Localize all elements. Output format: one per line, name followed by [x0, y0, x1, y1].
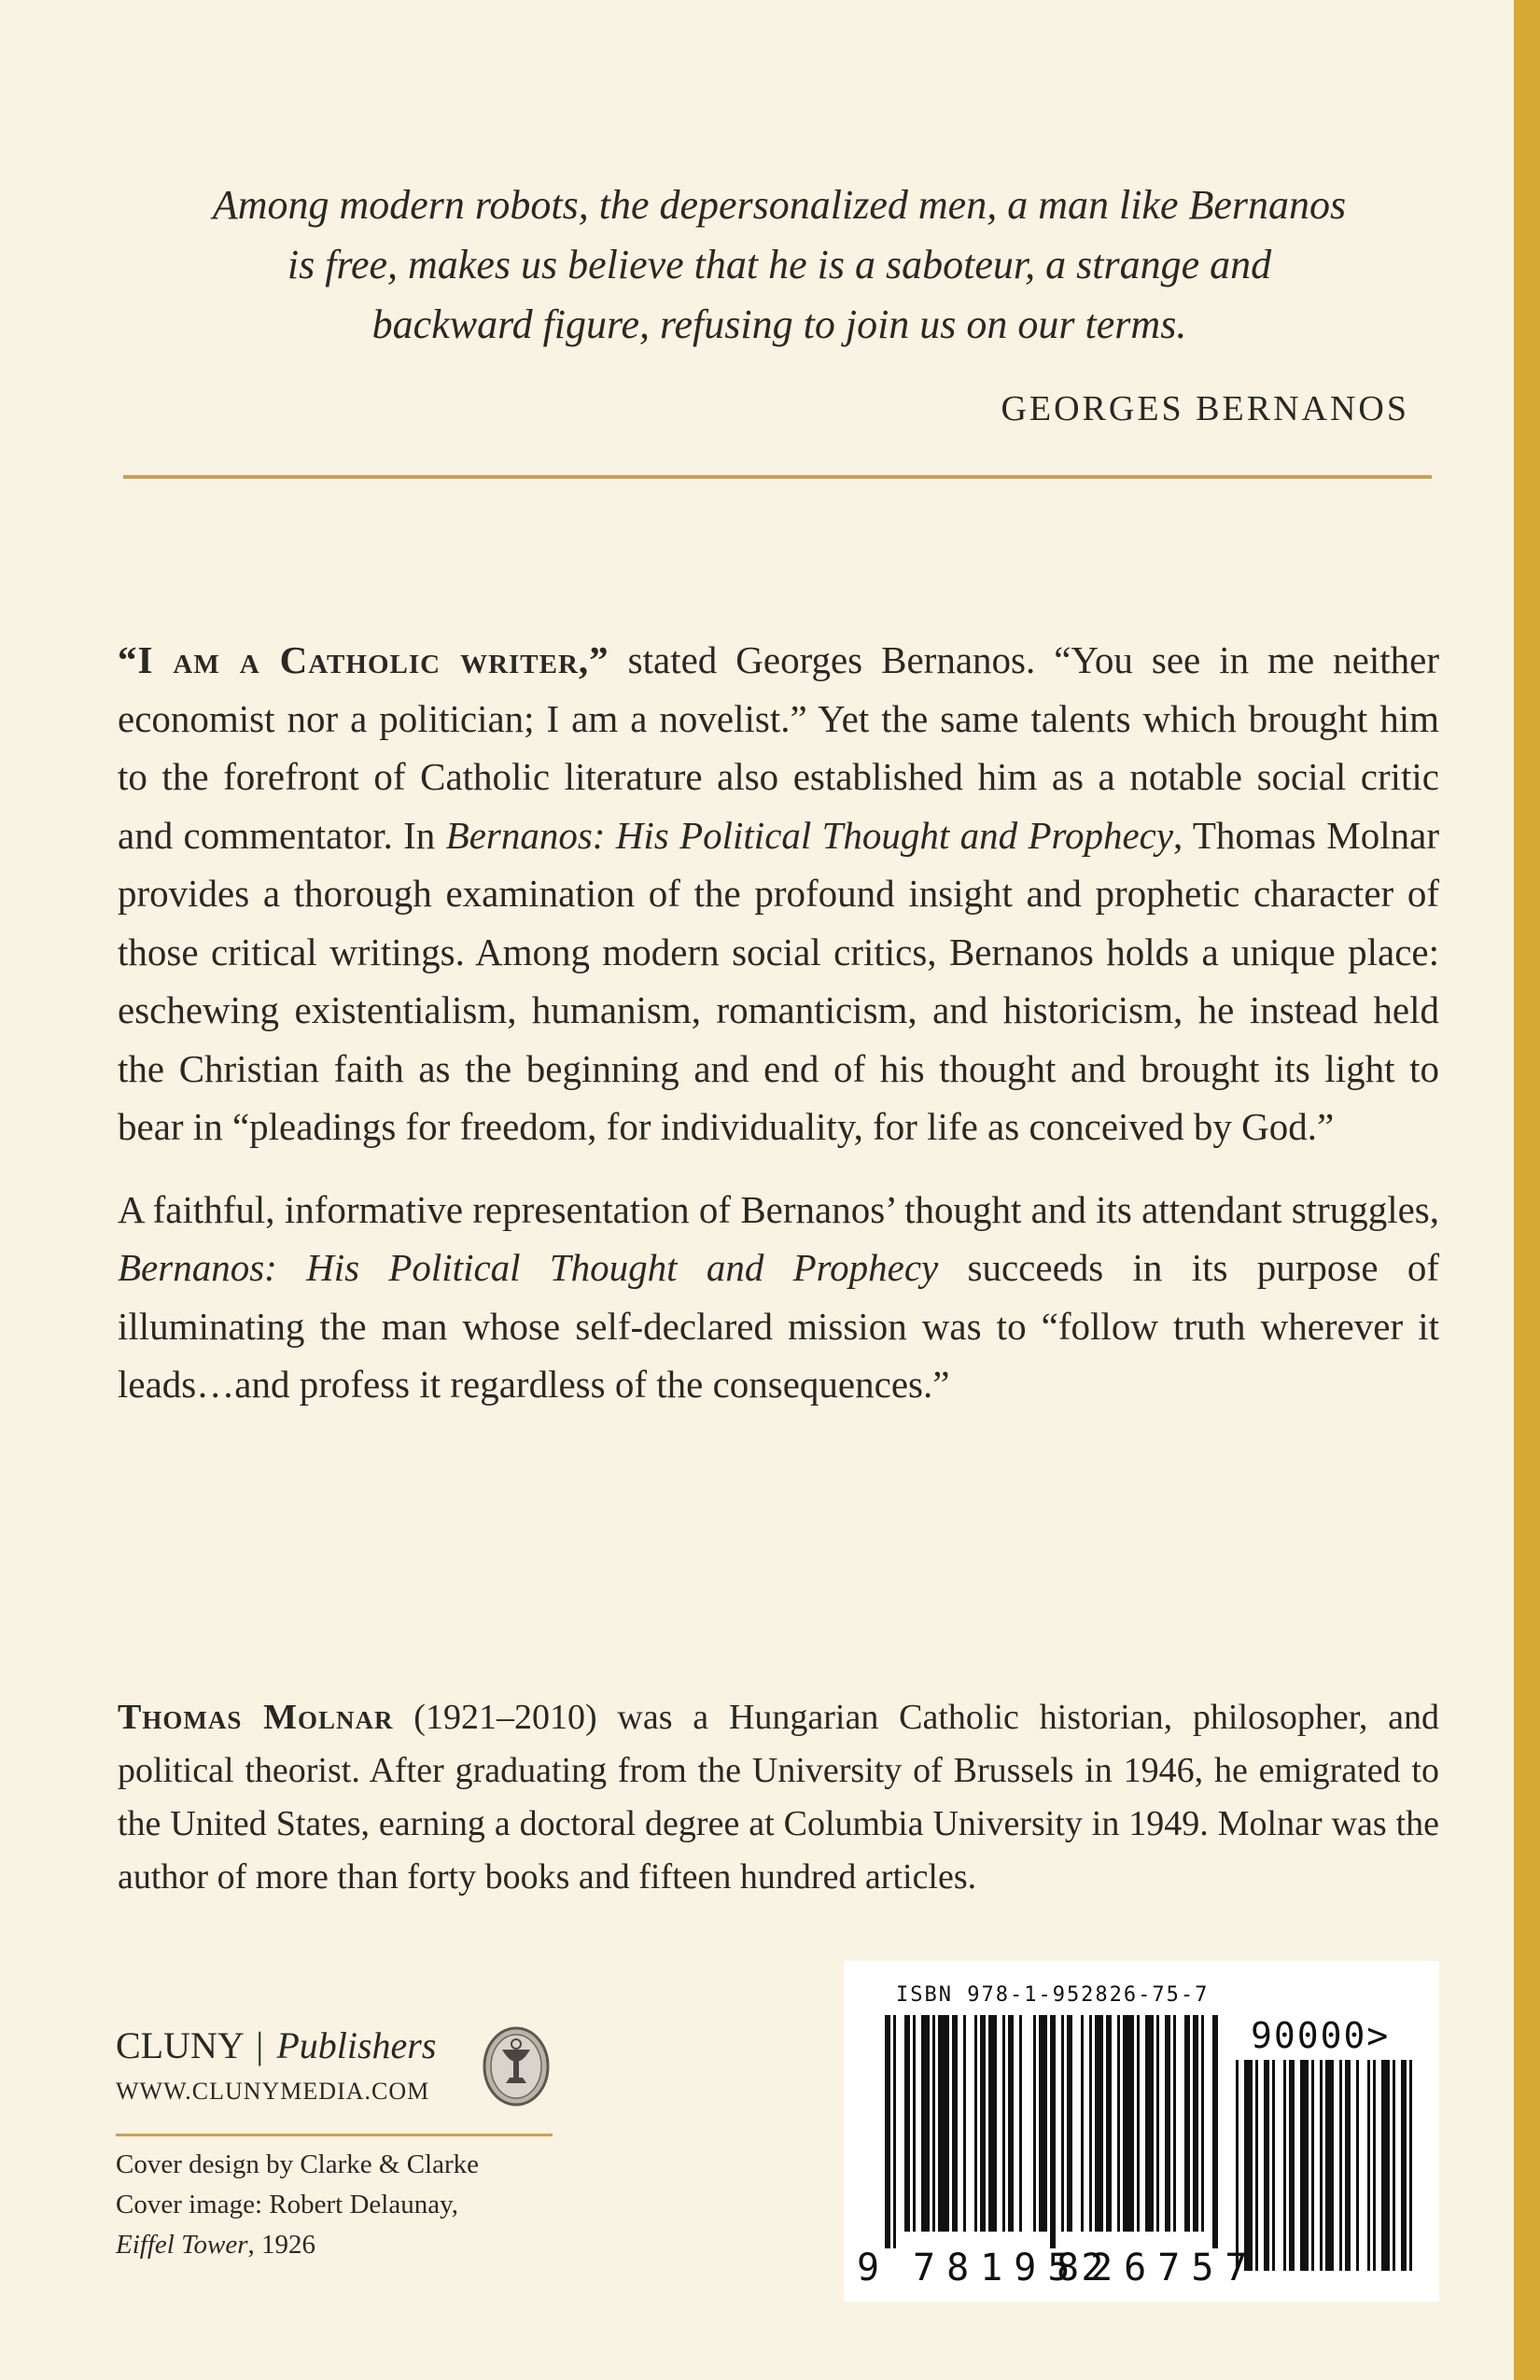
barcode-bar: [1050, 2015, 1056, 2248]
cover-credits: [116, 2145, 601, 2265]
cover-image-title-line: [116, 2225, 601, 2265]
ean-right-digits: 826757: [1057, 2247, 1259, 2289]
isbn-label: ISBN 978-1-952826-75-7: [896, 1983, 1210, 2007]
description-text: stated Georges Bernanos. “You see in me neither economist nor a politician; I am a novelist.” Yet the same talents which brought him to the forefront of Catholic literature also established him as a notable social critic and commentator. In: [118, 638, 1439, 857]
publisher-url[interactable]: WWW.CLUNYMEDIA.COM: [116, 2078, 430, 2105]
author-bio: [118, 1691, 1439, 1904]
barcode-bar: [921, 2015, 930, 2232]
addon-bar: [1325, 2060, 1334, 2271]
addon-bar: [1264, 2060, 1269, 2271]
ean-left-digits: 781952: [913, 2247, 1115, 2289]
barcode-bar: [988, 2015, 997, 2232]
barcode-bar: [1173, 2015, 1176, 2232]
epigraph-line-1: Among modern robots, the depersonalized men, a man like Bernanos: [212, 182, 1347, 228]
addon-bar: [1244, 2060, 1253, 2271]
barcode-bar: [1165, 2015, 1170, 2232]
author-bio-text: (1921–2010) was a Hungarian Catholic historian, philosopher, and political theorist. After graduating from the University of Brussels in 1946, he emigrated to the United States, earning a doctoral degree at Columbia University in 1949. Molnar was the author of more than forty books and fifteen hundred articles.: [118, 1698, 1439, 1897]
addon-bar: [1367, 2060, 1370, 2271]
addon-bar: [1283, 2060, 1286, 2271]
addon-bar: [1320, 2060, 1323, 2271]
barcode-bar: [1156, 2015, 1159, 2232]
book-title: Bernanos: His Political Thought and Prophecy: [445, 813, 1174, 857]
isbn-barcode: [844, 1961, 1439, 2302]
barcode-bar: [1008, 2015, 1014, 2232]
lead-in-quote: “I am a Catholic writer,”: [118, 638, 609, 681]
barcode-bar: [885, 2015, 890, 2248]
barcode-bar: [1145, 2015, 1154, 2232]
publisher-separator: |: [256, 2024, 264, 2066]
publisher-wordmark: CLUNY: [116, 2024, 244, 2066]
addon-bar: [1381, 2060, 1390, 2271]
barcode-bar: [1137, 2015, 1140, 2232]
barcode-bar: [1201, 2015, 1204, 2232]
addon-bar: [1339, 2060, 1342, 2271]
description-text: A faithful, informative representation of Bernanos’ thought and its attendant struggles,: [118, 1187, 1439, 1231]
spine-stripe: [1514, 0, 1540, 2380]
barcode-bar: [1184, 2015, 1190, 2232]
barcode-bar: [1106, 2015, 1112, 2232]
cover-design-credit: Cover design by Clarke & Clarke: [116, 2149, 479, 2179]
epigraph-quote: [149, 175, 1409, 355]
barcode-bar: [1089, 2015, 1092, 2232]
cover-image-year: , 1926: [247, 2230, 316, 2260]
addon-bar: [1255, 2060, 1258, 2271]
cover-image-title: Eiffel Tower: [116, 2230, 248, 2260]
book-description: [118, 631, 1439, 1414]
barcode-bar: [963, 2015, 966, 2232]
description-paragraph-2: [118, 1181, 1439, 1414]
addon-bar: [1289, 2060, 1295, 2271]
barcode-bar: [904, 2015, 910, 2232]
addon-bar: [1345, 2060, 1351, 2271]
epigraph-line-2: is free, makes us believe that he is a saboteur, a strange and: [287, 242, 1272, 287]
epigraph-attribution: GEORGES BERNANOS: [1001, 389, 1409, 428]
barcode-bar: [1123, 2015, 1134, 2232]
barcode-bar: [1061, 2015, 1064, 2232]
addon-bar: [1300, 2060, 1309, 2271]
barcode-bar: [952, 2015, 958, 2232]
barcode-bar: [1033, 2015, 1036, 2232]
addon-bar: [1236, 2060, 1239, 2271]
publisher-divider: [116, 2134, 553, 2136]
barcode-bar: [913, 2015, 916, 2232]
publisher-suffix: Publishers: [276, 2024, 437, 2066]
description-text: , Thomas Molnar provides a thorough examination of the profound insight and prophetic character of those critical writings. Among modern social critics, Bernanos holds a unique place: eschewing existentialism, humanism, romanticism, and historicism, he instead held the Christian faith as the beginning and end of his thought and brought its light to bear in “pleadings for freedom, for individuality, for life as conceived by God.”: [118, 813, 1440, 1148]
barcode-bar: [1193, 2015, 1198, 2232]
book-title: Bernanos: His Political Thought and Prophecy: [118, 1246, 939, 1289]
barcode-bar: [893, 2015, 896, 2248]
section-divider: [123, 475, 1432, 479]
price-addon-label: 90000>: [1251, 2015, 1391, 2056]
barcode-bar: [938, 2015, 949, 2232]
barcode-bar: [1067, 2015, 1072, 2232]
description-text: succeeds in its purpose of illuminating the man whose self-declared mission was to “follow truth wherever it leads…and profess it regardless of the consequences.”: [118, 1246, 1439, 1406]
barcode-bar: [1039, 2015, 1047, 2232]
addon-bar: [1409, 2060, 1412, 2271]
barcode-bar: [1019, 2015, 1022, 2232]
addon-bar: [1311, 2060, 1314, 2271]
ean-first-digit: 9: [857, 2247, 880, 2289]
barcode-bar: [980, 2015, 986, 2232]
cover-image-credit: Cover image: Robert Delaunay,: [116, 2190, 458, 2219]
addon-bar: [1401, 2060, 1407, 2271]
barcode-bar: [1212, 2015, 1218, 2248]
addon-bar: [1272, 2060, 1275, 2271]
addon-bar: [1356, 2060, 1359, 2271]
addon-bar: [1393, 2060, 1395, 2271]
author-name: Thomas Molnar: [118, 1698, 394, 1737]
chalice-seal-icon: [482, 2025, 551, 2107]
barcode-bar: [1117, 2015, 1120, 2232]
barcode-bar: [1095, 2015, 1103, 2232]
epigraph-line-3: backward figure, refusing to join us on our terms.: [371, 301, 1187, 347]
barcode-bar: [932, 2015, 935, 2232]
barcode-bar: [1081, 2015, 1084, 2232]
barcode-bar: [1002, 2015, 1005, 2232]
addon-bar: [1373, 2060, 1376, 2271]
barcode-bar: [974, 2015, 977, 2232]
description-paragraph-1: [118, 631, 1439, 1156]
